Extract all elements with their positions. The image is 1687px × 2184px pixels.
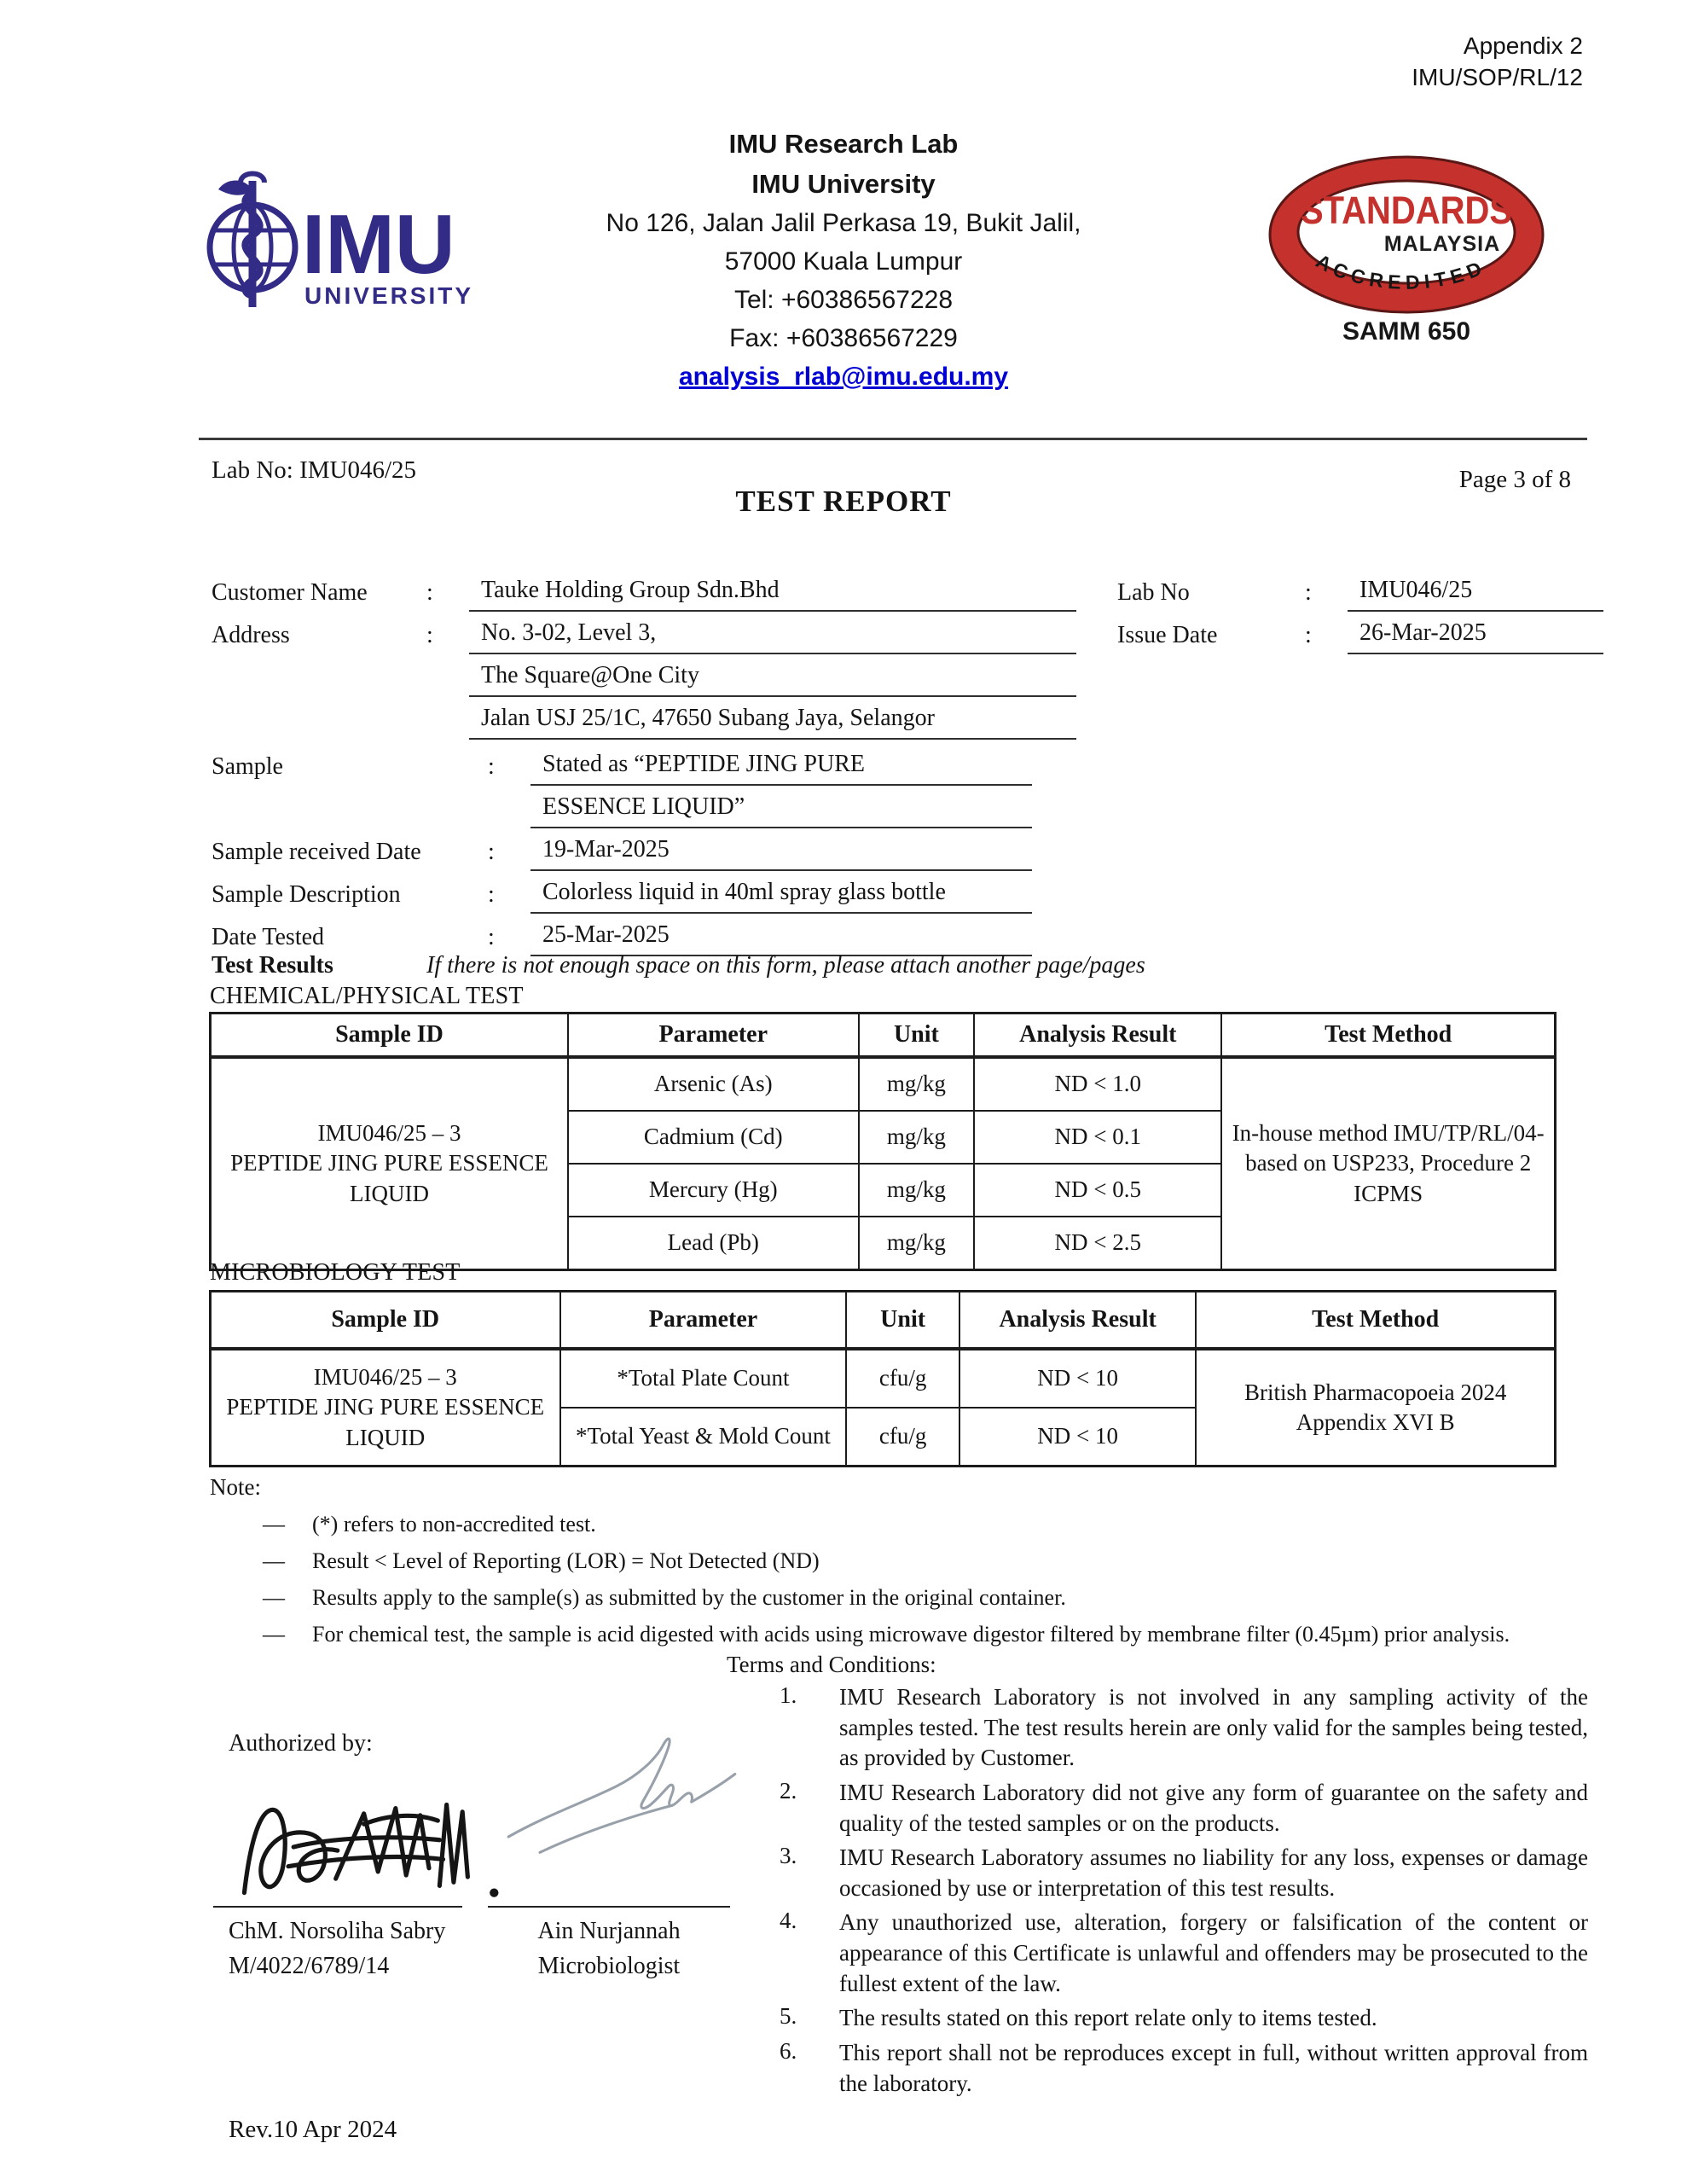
standards-malaysia-badge-graphic	[1265, 152, 1548, 319]
method-line: In-house method IMU/TP/RL/04-	[1232, 1120, 1545, 1147]
colon: :	[426, 579, 433, 606]
sample-description-label: Sample Description	[212, 881, 401, 908]
unit-cell: mg/kg	[859, 1057, 975, 1111]
method-line: ICPMS	[1354, 1180, 1423, 1206]
col-parameter: Parameter	[560, 1292, 847, 1350]
sample-description-value: Colorless liquid in 40ml spray glass bottle	[530, 879, 1032, 914]
term-text: The results stated on this report relate only to items tested.	[839, 2005, 1377, 2031]
note-text: Results apply to the sample(s) as submitted by the customer in the original container.	[312, 1585, 1066, 1610]
dash-marker: —	[263, 1622, 285, 1647]
list-item	[210, 1512, 1566, 1537]
col-unit: Unit	[859, 1014, 975, 1058]
samm-code: SAMM 650	[1342, 317, 1471, 346]
colon: :	[1305, 579, 1312, 606]
lab-fax: Fax: +60386567229	[729, 324, 958, 352]
issue-date-value: 26-Mar-2025	[1348, 619, 1603, 654]
snake-head-icon	[218, 180, 252, 195]
lab-no-row	[1117, 577, 1603, 612]
colon: :	[488, 753, 495, 780]
term-number: 3.	[780, 1843, 797, 1869]
signature-line-right	[488, 1906, 730, 1908]
badge-malaysia-text: MALAYSIA	[1383, 232, 1501, 256]
lab-no-value: IMU046/25	[1348, 577, 1603, 612]
revision-footer: Rev.10 Apr 2024	[229, 2116, 397, 2143]
sample-id-line: LIQUID	[349, 1180, 429, 1206]
date-tested-row	[212, 921, 1032, 956]
lab-tel: Tel: +60386567228	[733, 286, 954, 314]
sample-label: Sample	[212, 753, 283, 780]
method-line: based on USP233, Procedure 2	[1245, 1150, 1532, 1176]
logo-brand-text: IMU	[302, 197, 455, 291]
term-number: 1.	[780, 1682, 797, 1708]
parameter-cell: Cadmium (Cd)	[568, 1111, 859, 1164]
col-analysis-result: Analysis Result	[959, 1292, 1197, 1350]
col-sample-id: Sample ID	[211, 1014, 568, 1058]
term-text: IMU Research Laboratory did not give any form of guarantee on the safety and quality of the tested samples or on the products.	[839, 1779, 1588, 1836]
signature-scribble-icon	[232, 1763, 513, 1903]
term-text: IMU Research Laboratory assumes no liability for any loss, expenses or damage occasioned by use or interpretation of this test results.	[839, 1844, 1588, 1901]
list-item	[727, 1908, 1588, 1999]
sample-received-label: Sample received Date	[212, 839, 421, 865]
sample-value-2: ESSENCE LIQUID”	[530, 793, 1032, 828]
address-value-3: Jalan USJ 25/1C, 47650 Subang Jaya, Selangor	[469, 705, 1076, 740]
method-line: Appendix XVI B	[1296, 1409, 1455, 1435]
logo-sub-text: UNIVERSITY	[304, 282, 474, 309]
term-number: 2.	[780, 1777, 797, 1804]
date-tested-value: 25-Mar-2025	[530, 921, 1032, 956]
signature-left	[232, 1763, 513, 1903]
micro-method-cell	[1196, 1349, 1555, 1467]
sample-id-line: IMU046/25 – 3	[313, 1364, 457, 1391]
date-tested-label: Date Tested	[212, 924, 325, 950]
dash-marker: —	[263, 1512, 285, 1536]
result-cell: ND < 10	[959, 1408, 1197, 1467]
university-name: IMU University	[751, 168, 936, 199]
list-item	[210, 1622, 1566, 1647]
microbiology-header-row	[211, 1292, 1556, 1350]
term-number: 5.	[780, 2003, 797, 2030]
terms-title: Terms and Conditions:	[727, 1652, 936, 1677]
method-line: British Pharmacopoeia 2024	[1244, 1379, 1507, 1405]
unit-cell: mg/kg	[859, 1111, 975, 1164]
badge-standards-text: STANDARDS	[1301, 189, 1512, 232]
col-test-method: Test Method	[1221, 1014, 1555, 1058]
colon: :	[488, 924, 495, 950]
header-divider	[199, 438, 1587, 440]
sample-received-row	[212, 836, 1032, 871]
chemical-sample-id-cell	[211, 1057, 568, 1270]
notes-block	[210, 1474, 1566, 1647]
page-number: Page 3 of 8	[1458, 466, 1571, 493]
microbiology-test-table	[209, 1290, 1557, 1467]
lab-address-line2: 57000 Kuala Lumpur	[724, 247, 963, 276]
signature-right	[501, 1720, 745, 1872]
colon: :	[426, 622, 433, 648]
list-item	[727, 2003, 1588, 2034]
result-cell: ND < 10	[959, 1349, 1197, 1408]
appendix-reference	[1412, 31, 1583, 94]
result-cell: ND < 2.5	[974, 1217, 1221, 1270]
report-title: TEST REPORT	[735, 485, 952, 518]
customer-name-value: Tauke Holding Group Sdn.Bhd	[469, 577, 1076, 612]
dash-marker: —	[263, 1585, 285, 1610]
colon: :	[488, 839, 495, 865]
signature-line-left	[213, 1906, 462, 1908]
appendix-line: Appendix 2	[1463, 32, 1583, 59]
chemical-section-title: CHEMICAL/PHYSICAL TEST	[210, 983, 524, 1009]
chemical-method-cell	[1221, 1057, 1555, 1270]
note-text: For chemical test, the sample is acid digested with acids using microwave digestor filtered by membrane filter (0.45µm) prior analysis.	[312, 1622, 1510, 1647]
sample-received-value: 19-Mar-2025	[530, 836, 1032, 871]
col-analysis-result: Analysis Result	[974, 1014, 1221, 1058]
unit-cell: cfu/g	[846, 1349, 959, 1408]
list-item	[210, 1548, 1566, 1574]
signatory-id: M/4022/6789/14	[229, 1952, 390, 1979]
authorized-by-label: Authorized by:	[229, 1730, 373, 1757]
issue-date-label: Issue Date	[1117, 622, 1218, 648]
microbiology-section-title: MICROBIOLOGY TEST	[210, 1259, 461, 1286]
lab-email-link[interactable]: analysis_rlab@imu.edu.my	[678, 363, 1009, 391]
lab-no-label: Lab No	[1117, 579, 1190, 606]
lab-address-line1: No 126, Jalan Jalil Perkasa 19, Bukit Jalil,	[606, 209, 1081, 237]
col-sample-id: Sample ID	[211, 1292, 560, 1350]
signatory-right	[488, 1914, 730, 1984]
parameter-cell: Mercury (Hg)	[568, 1164, 859, 1217]
signature-cursive-icon	[501, 1720, 745, 1872]
chemical-header-row	[211, 1014, 1556, 1058]
term-number: 4.	[780, 1908, 797, 1934]
colon: :	[1305, 622, 1312, 648]
dash-marker: —	[263, 1548, 285, 1573]
unit-cell: cfu/g	[846, 1408, 959, 1467]
lab-name: IMU Research Lab	[728, 129, 959, 159]
sample-id-line: LIQUID	[345, 1424, 426, 1450]
parameter-cell: Lead (Pb)	[568, 1217, 859, 1270]
colon: :	[488, 881, 495, 908]
sample-id-line: PEPTIDE JING PURE ESSENCE	[226, 1394, 545, 1420]
table-row	[211, 1057, 1556, 1111]
chemical-test-table	[209, 1012, 1557, 1271]
sample-value-1: Stated as “PEPTIDE JING PURE	[530, 751, 1032, 786]
terms-and-conditions	[727, 1652, 1588, 2099]
badge-accredited-text: ACCREDITED	[1312, 249, 1490, 293]
signatory-name: ChM. Norsoliha Sabry	[229, 1918, 446, 1944]
issue-date-row	[1117, 619, 1603, 654]
customer-name-row	[212, 577, 1076, 612]
unit-cell: mg/kg	[859, 1164, 975, 1217]
unit-cell: mg/kg	[859, 1217, 975, 1270]
signatory-left	[229, 1914, 445, 1984]
note-text: Result < Level of Reporting (LOR) = Not Detected (ND)	[312, 1548, 820, 1573]
table-row	[211, 1349, 1556, 1408]
note-label: Note:	[210, 1474, 261, 1500]
test-results-line	[212, 952, 1145, 979]
lab-header	[606, 125, 1081, 396]
note-text: (*) refers to non-accredited test.	[312, 1512, 596, 1536]
parameter-cell: *Total Yeast & Mold Count	[560, 1408, 847, 1467]
result-cell: ND < 1.0	[974, 1057, 1221, 1111]
list-item	[727, 1778, 1588, 1838]
address-label: Address	[212, 622, 290, 648]
term-number: 6.	[780, 2037, 797, 2064]
address-value-1: No. 3-02, Level 3,	[469, 619, 1076, 654]
lab-no-line: Lab No: IMU046/25	[212, 456, 417, 484]
signatory-name: Ain Nurjannah	[537, 1918, 681, 1944]
address-row-2	[212, 662, 1076, 697]
col-unit: Unit	[846, 1292, 959, 1350]
list-item	[727, 1682, 1588, 1774]
imu-university-logo	[203, 167, 503, 312]
parameter-cell: *Total Plate Count	[560, 1349, 847, 1408]
micro-sample-id-cell	[211, 1349, 560, 1467]
sample-row-2	[212, 793, 1032, 828]
term-text: Any unauthorized use, alteration, forgery or falsification of the content or appearance of this Certificate is unlawful and offenders may be prosecuted to the fullest extent of the law.	[839, 1909, 1588, 1996]
test-results-label: Test Results	[212, 952, 333, 979]
sample-description-row	[212, 879, 1032, 914]
test-results-note: If there is not enough space on this form, please attach another page/pages	[426, 952, 1145, 979]
sample-row-1	[212, 751, 1032, 786]
sample-id-line: IMU046/25 – 3	[317, 1120, 461, 1147]
col-test-method: Test Method	[1196, 1292, 1555, 1350]
list-item	[727, 1843, 1588, 1903]
customer-name-label: Customer Name	[212, 579, 368, 606]
result-cell: ND < 0.1	[974, 1111, 1221, 1164]
term-text: IMU Research Laboratory is not involved in any sampling activity of the samples tested. The test results herein are only valid for the samples being tested, as provided by Customer.	[839, 1684, 1588, 1771]
parameter-cell: Arsenic (As)	[568, 1057, 859, 1111]
address-row-3	[212, 705, 1076, 740]
imu-logo-graphic	[203, 167, 503, 312]
list-item	[727, 2038, 1588, 2099]
address-value-2: The Square@One City	[469, 662, 1076, 697]
term-text: This report shall not be reproduces except in full, without written approval from the laboratory.	[839, 2039, 1588, 2096]
accreditation-badge	[1265, 152, 1548, 319]
sample-id-line: PEPTIDE JING PURE ESSENCE	[230, 1150, 548, 1176]
col-parameter: Parameter	[568, 1014, 859, 1058]
sop-code: IMU/SOP/RL/12	[1412, 63, 1583, 90]
list-item	[210, 1585, 1566, 1611]
signatory-role: Microbiologist	[537, 1952, 681, 1979]
address-row-1	[212, 619, 1076, 654]
result-cell: ND < 0.5	[974, 1164, 1221, 1217]
